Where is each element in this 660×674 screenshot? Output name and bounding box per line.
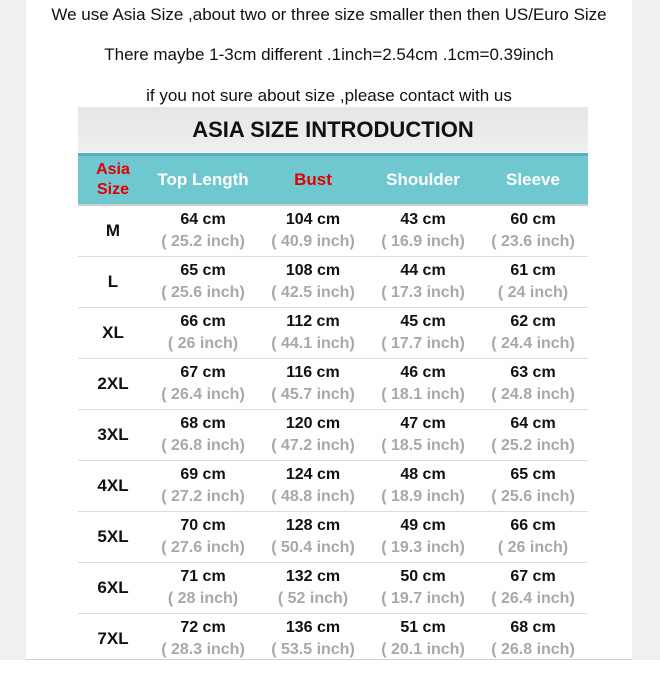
table-row bbox=[78, 359, 588, 410]
top-length-cell bbox=[148, 410, 258, 461]
top-length-cell bbox=[148, 614, 258, 665]
sleeve-inch: ( 24 inch) bbox=[497, 284, 569, 301]
top-length-inch: ( 28.3 inch) bbox=[161, 641, 245, 658]
table-row bbox=[78, 512, 588, 563]
shoulder-inch: ( 16.9 inch) bbox=[381, 233, 465, 250]
shoulder-cell bbox=[368, 308, 478, 359]
size-label: L bbox=[78, 257, 148, 308]
shoulder-cm: 44 cm bbox=[400, 262, 446, 279]
sleeve-cm: 68 cm bbox=[510, 619, 556, 636]
table-header-row bbox=[78, 155, 588, 206]
sleeve-cell bbox=[478, 257, 588, 308]
shoulder-cm: 51 cm bbox=[400, 619, 446, 636]
bust-inch: ( 48.8 inch) bbox=[271, 488, 355, 505]
size-notice: We use Asia Size ,about two or three size smaller then then US/Euro Size bbox=[51, 5, 607, 24]
top-length-cell bbox=[148, 257, 258, 308]
shoulder-inch: ( 20.1 inch) bbox=[381, 641, 465, 658]
size-label: 5XL bbox=[78, 512, 148, 563]
top-length-inch: ( 27.2 inch) bbox=[161, 488, 245, 505]
bust-cm: 128 cm bbox=[285, 517, 341, 534]
shoulder-cell bbox=[368, 563, 478, 614]
bust-cell bbox=[258, 205, 368, 257]
shoulder-cell bbox=[368, 359, 478, 410]
bust-cell bbox=[258, 461, 368, 512]
sleeve-cell bbox=[478, 205, 588, 257]
top-length-inch: ( 26.4 inch) bbox=[161, 386, 245, 403]
table-row bbox=[78, 563, 588, 614]
top-length-inch: ( 27.6 inch) bbox=[161, 539, 245, 556]
sleeve-cm: 65 cm bbox=[510, 466, 556, 483]
left-margin bbox=[0, 0, 26, 660]
bust-cell bbox=[258, 614, 368, 665]
top-length-cell bbox=[148, 359, 258, 410]
contact-notice: if you not sure about size ,please contact with us bbox=[146, 86, 512, 105]
bust-inch: ( 47.2 inch) bbox=[271, 437, 355, 454]
top-length-inch: ( 25.6 inch) bbox=[161, 284, 245, 301]
top-length-cell bbox=[148, 308, 258, 359]
shoulder-inch: ( 17.3 inch) bbox=[381, 284, 465, 301]
bust-cm: 108 cm bbox=[285, 262, 341, 279]
bust-cm: 120 cm bbox=[285, 415, 341, 432]
sleeve-cm: 64 cm bbox=[510, 415, 556, 432]
bust-cm: 124 cm bbox=[285, 466, 341, 483]
top-length-inch: ( 28 inch) bbox=[167, 590, 239, 607]
bust-cell bbox=[258, 257, 368, 308]
right-margin bbox=[632, 0, 660, 660]
bust-cell bbox=[258, 359, 368, 410]
size-table bbox=[78, 153, 588, 664]
bust-cm: 132 cm bbox=[285, 568, 341, 585]
top-length-cm: 66 cm bbox=[180, 313, 226, 330]
top-length-cm: 71 cm bbox=[180, 568, 226, 585]
bust-inch: ( 40.9 inch) bbox=[271, 233, 355, 250]
size-label: M bbox=[78, 205, 148, 257]
size-label: 7XL bbox=[78, 614, 148, 665]
sleeve-cm: 63 cm bbox=[510, 364, 556, 381]
sleeve-cm: 60 cm bbox=[510, 211, 556, 228]
bust-inch: ( 53.5 inch) bbox=[271, 641, 355, 658]
header-top-length: Top Length bbox=[148, 155, 258, 206]
table-row bbox=[78, 410, 588, 461]
sleeve-cm: 66 cm bbox=[510, 517, 556, 534]
sleeve-cell bbox=[478, 410, 588, 461]
sleeve-inch: ( 25.6 inch) bbox=[491, 488, 575, 505]
shoulder-cell bbox=[368, 205, 478, 257]
sleeve-inch: ( 26 inch) bbox=[497, 539, 569, 556]
header-asia-line1: Asia bbox=[96, 161, 130, 178]
bust-cell bbox=[258, 512, 368, 563]
size-label: 2XL bbox=[78, 359, 148, 410]
table-row bbox=[78, 461, 588, 512]
shoulder-cm: 46 cm bbox=[400, 364, 446, 381]
shoulder-inch: ( 18.1 inch) bbox=[381, 386, 465, 403]
sleeve-inch: ( 26.4 inch) bbox=[491, 590, 575, 607]
shoulder-inch: ( 18.5 inch) bbox=[381, 437, 465, 454]
top-length-cell bbox=[148, 563, 258, 614]
header-bust: Bust bbox=[258, 155, 368, 206]
shoulder-cm: 43 cm bbox=[400, 211, 446, 228]
table-title: ASIA SIZE INTRODUCTION bbox=[78, 107, 588, 152]
sleeve-inch: ( 24.4 inch) bbox=[491, 335, 575, 352]
bust-inch: ( 52 inch) bbox=[277, 590, 349, 607]
sleeve-inch: ( 24.8 inch) bbox=[491, 386, 575, 403]
top-length-cm: 68 cm bbox=[180, 415, 226, 432]
shoulder-cm: 47 cm bbox=[400, 415, 446, 432]
shoulder-cell bbox=[368, 410, 478, 461]
shoulder-inch: ( 19.7 inch) bbox=[381, 590, 465, 607]
sleeve-cm: 67 cm bbox=[510, 568, 556, 585]
table-row bbox=[78, 205, 588, 257]
shoulder-cm: 48 cm bbox=[400, 466, 446, 483]
bust-inch: ( 45.7 inch) bbox=[271, 386, 355, 403]
bust-cm: 112 cm bbox=[286, 313, 340, 330]
size-table-body bbox=[78, 205, 588, 664]
conversion-notice: There maybe 1-3cm different .1inch=2.54cm .1cm=0.39inch bbox=[104, 45, 554, 64]
bust-cell bbox=[258, 563, 368, 614]
top-length-cell bbox=[148, 461, 258, 512]
size-label: 4XL bbox=[78, 461, 148, 512]
header-asia-line2: Size bbox=[96, 181, 129, 198]
top-length-cm: 72 cm bbox=[180, 619, 226, 636]
top-length-cell bbox=[148, 512, 258, 563]
sleeve-cell bbox=[478, 359, 588, 410]
bust-cm: 116 cm bbox=[286, 364, 340, 381]
bust-inch: ( 50.4 inch) bbox=[271, 539, 355, 556]
shoulder-cm: 50 cm bbox=[400, 568, 446, 585]
shoulder-cell bbox=[368, 461, 478, 512]
top-length-inch: ( 25.2 inch) bbox=[161, 233, 245, 250]
top-length-inch: ( 26.8 inch) bbox=[161, 437, 245, 454]
sleeve-inch: ( 23.6 inch) bbox=[491, 233, 575, 250]
bust-cell bbox=[258, 308, 368, 359]
sleeve-cm: 62 cm bbox=[510, 313, 556, 330]
header-shoulder: Shoulder bbox=[368, 155, 478, 206]
bottom-divider bbox=[26, 659, 632, 660]
top-length-inch: ( 26 inch) bbox=[167, 335, 239, 352]
top-length-cm: 70 cm bbox=[180, 517, 226, 534]
size-label: XL bbox=[78, 308, 148, 359]
sleeve-cm: 61 cm bbox=[510, 262, 556, 279]
bust-inch: ( 42.5 inch) bbox=[271, 284, 355, 301]
top-length-cell bbox=[148, 205, 258, 257]
sleeve-inch: ( 26.8 inch) bbox=[491, 641, 575, 658]
bust-cell bbox=[258, 410, 368, 461]
shoulder-cm: 45 cm bbox=[400, 313, 446, 330]
top-length-cm: 69 cm bbox=[180, 466, 226, 483]
bust-inch: ( 44.1 inch) bbox=[271, 335, 355, 352]
table-row bbox=[78, 614, 588, 665]
sleeve-cell bbox=[478, 308, 588, 359]
shoulder-inch: ( 19.3 inch) bbox=[381, 539, 465, 556]
bust-cm: 136 cm bbox=[285, 619, 341, 636]
header-sleeve: Sleeve bbox=[478, 155, 588, 206]
size-label: 6XL bbox=[78, 563, 148, 614]
shoulder-inch: ( 18.9 inch) bbox=[381, 488, 465, 505]
sleeve-inch: ( 25.2 inch) bbox=[491, 437, 575, 454]
shoulder-cell bbox=[368, 512, 478, 563]
sleeve-cell bbox=[478, 563, 588, 614]
size-label: 3XL bbox=[78, 410, 148, 461]
top-length-cm: 64 cm bbox=[180, 211, 226, 228]
top-length-cm: 65 cm bbox=[180, 262, 226, 279]
sleeve-cell bbox=[478, 512, 588, 563]
top-length-cm: 67 cm bbox=[180, 364, 226, 381]
sleeve-cell bbox=[478, 614, 588, 665]
table-row bbox=[78, 308, 588, 359]
shoulder-cell bbox=[368, 257, 478, 308]
shoulder-inch: ( 17.7 inch) bbox=[381, 335, 465, 352]
shoulder-cm: 49 cm bbox=[400, 517, 446, 534]
shoulder-cell bbox=[368, 614, 478, 665]
bust-cm: 104 cm bbox=[285, 211, 341, 228]
sleeve-cell bbox=[478, 461, 588, 512]
header-asia-size bbox=[78, 155, 148, 206]
table-row bbox=[78, 257, 588, 308]
